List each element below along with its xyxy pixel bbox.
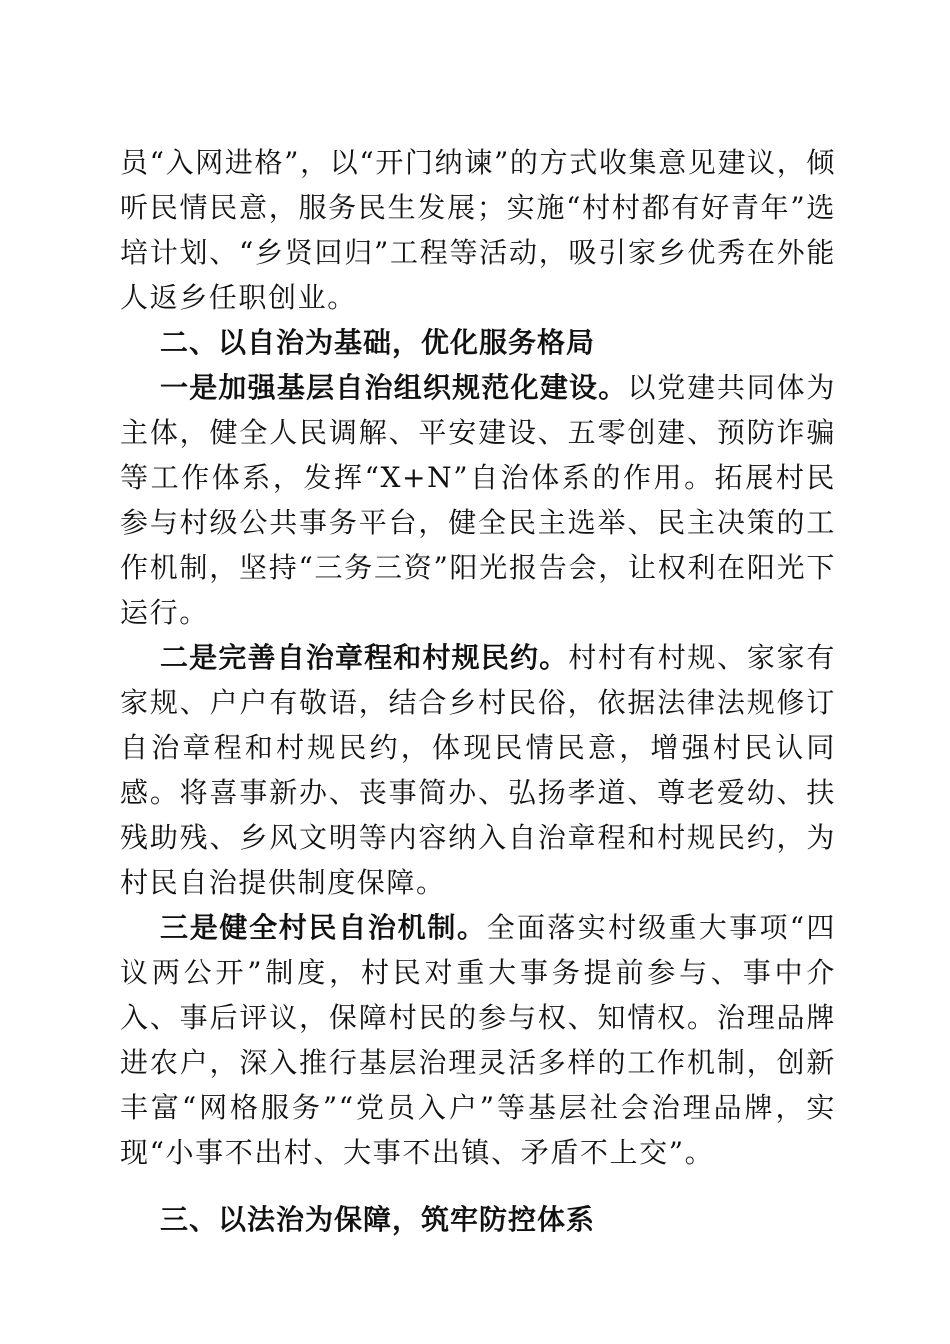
paragraph-self-governance-mechanism (120, 905, 836, 1175)
paragraph-lead: 一是加强基层自治组织规范化建设。 (160, 371, 628, 404)
section-heading-three: 三、以法治为保障，筑牢防控体系 (160, 1203, 596, 1236)
section-heading-two: 二、以自治为基础，优化服务格局 (160, 326, 596, 359)
paragraph-self-governance-organization (120, 365, 836, 635)
paragraph-text: 员“入网进格”，以“开门纳谏”的方式收集意见建议，倾听民情民意，服务民生发展；实施“村村都有好青年”选培计划、“乡贤回归”工程等活动，吸引家乡优秀在外能人返乡任职创业。 (120, 146, 836, 314)
paragraph-text: 以党建共同体为主体，健全人民调解、平安建设、五零创建、预防诈骗等工作体系，发挥“X+N”自治体系的作用。拓展村民参与村级公共事务平台，健全民主选举、民主决策的工作机制，坚持“三务三资”阳光报告会，让权利在阳光下运行。 (120, 371, 836, 629)
paragraph-text: 村村有村规、家家有家规、户户有敬语，结合乡村民俗，依据法律法规修订自治章程和村规民约，体现民情民意，增强村民认同感。将喜事新办、丧事简办、弘扬孝道、尊老爱幼、扶残助残、乡风文明等内容纳入自治章程和村规民约，为村民自治提供制度保障。 (120, 641, 836, 899)
document-body (120, 140, 836, 1242)
paragraph-lead: 三是健全村民自治机制。 (160, 911, 487, 944)
paragraph-village-rules (120, 635, 836, 905)
paragraph-text: 全面落实村级重大事项“四议两公开”制度，村民对重大事务提前参与、事中介入、事后评议，保障村民的参与权、知情权。治理品牌进农户，深入推行基层治理灵活多样的工作机制，创新丰富“网格服务”“党员入户”等基层社会治理品牌，实现“小事不出村、大事不出镇、矛盾不上交”。 (120, 911, 836, 1169)
paragraph-continuation (120, 140, 836, 320)
paragraph-lead: 二是完善自治章程和村规民约。 (160, 641, 569, 674)
